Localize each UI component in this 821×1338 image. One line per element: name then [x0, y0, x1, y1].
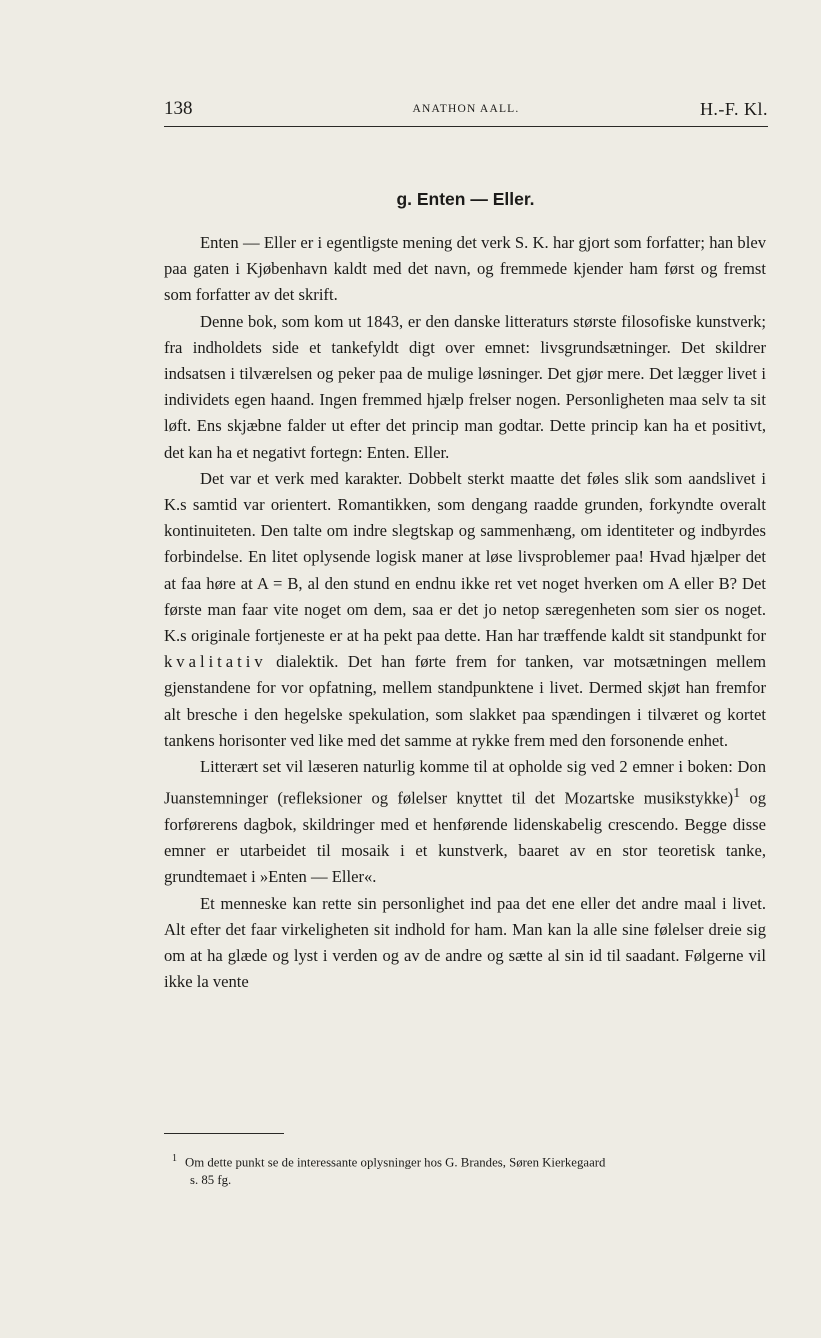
running-head [164, 98, 768, 127]
section-title: g. Enten — Eller. [396, 189, 535, 209]
spaced-emphasis: kvalitativ [164, 652, 267, 672]
paragraph: Et menneske kan rette sin personlighet ind paa det ene eller det andre maal i livet. Alt efter det faar virkeligheten sit indhold for ham. Man kan la alle sine følelser dreie sig om at ha glæde og lyst i verden og av de andre og sætte al sin id til saadant. Følgerne vil ikke la vente [164, 893, 766, 992]
paragraph [164, 754, 766, 891]
paragraph: Enten — Eller er i egentligste mening det verk S. K. har gjort som forfatter; han blev paa gaten i Kjøbenhavn kaldt med det navn, og fremmede kjender ham først og fremst som forfatter av det skrift. [164, 233, 766, 305]
footnote-text: Om dette punkt se de interessante oplysninger hos G. Brandes, Søren Kierkegaard [185, 1155, 606, 1170]
footnote-reference: 1 [733, 785, 741, 801]
paragraph: Denne bok, som kom ut 1843, er den danske litteraturs største filosofiske kunstverk; fra indholdets side et tankefyldt digt over emnet: livsgrundsætninger. Det skildrer indsatsen i tilværelsen og peker paa de mulige løsninger. Det gjør mere. Det lægger livet i individets egen haand. Ingen fremmed hjælp frelser nogen. Personligheten maa selv ta sit løft. Ens skjæbne falder ut efter det princip man godtar. Dette princip kan ha et positivt, det kan ha et negativt fortegn: Enten. Eller. [164, 311, 766, 462]
paragraph-text: Det var et verk med karakter. Dobbelt sterkt maatte det føles slik som aandslivet i K.s samtid var orientert. Romantikken, som dengang raadde grunden, forkyndte overalt kontinuiteten. Den talte om indre slegtskap og sammenhæng, om identiteter og indbyrdes forbindelse. En litet oplysende logisk maner at løse livsproblemer paa! Hvad hjælper det at faa høre at A = B, al den stund en endnu ikke ret vet noget hverken om A eller B? Det første man faar vite noget om dem, saa er det jo netop særegenheten som sier os noget. K.s originale fortjeneste er at ha pekt paa dette. Han har træffende kaldt sit standpunkt for [164, 468, 766, 646]
paragraph-text: og forførerens dagbok, skildringer med et henførende lidenskabelig crescendo. Begge disse emner er utarbeidet til mosaik i et kunstverk, baaret av en stor teoretisk tanke, grundtemaet i »Enten — Eller«. [164, 788, 766, 887]
running-head-author: ANATHON AALL. [412, 103, 520, 115]
footnote-page-ref: s. 85 fg. [190, 1173, 232, 1188]
paragraph-text: Litterært set vil læseren naturlig komme til at opholde sig ved 2 emner i boken: Don Juanstemninger (refleksioner og følelser knyttet til det Mozartske musikstykke) [164, 757, 766, 808]
running-head-series: H.-F. Kl. [699, 99, 768, 119]
footnote-divider [164, 1133, 284, 1134]
page-number: 138 [164, 98, 193, 119]
footnote [172, 1150, 766, 1189]
paragraph [164, 466, 766, 754]
body-text [164, 230, 766, 995]
footnote-marker: 1 [172, 1153, 177, 1164]
paragraph-text: dialektik. Det han førte frem for tanken, var motsætningen mellem gjenstandene for vor opfatning, mellem standpunktene i livet. Dermed skjøt han fremfor alt bresche i den hegelske spekulation, som slakket paa spændingen i tilværet og kortet tankens horisonter ved like med det samme at rykke frem med den forsonende enhet. [164, 652, 767, 750]
